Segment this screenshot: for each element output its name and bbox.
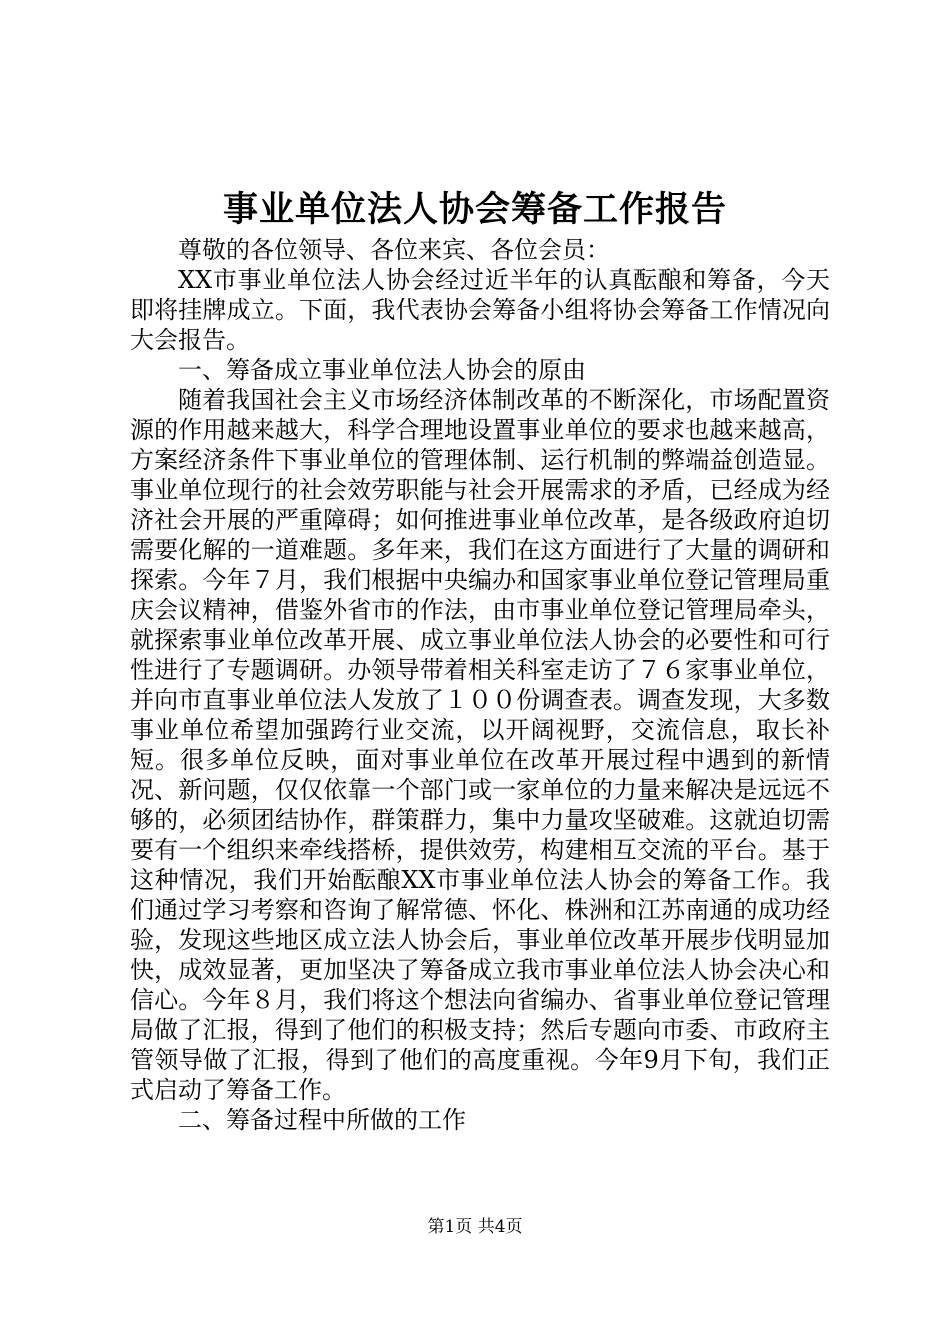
document-title: 事业单位法人协会筹备工作报告 [222, 189, 727, 230]
intro-paragraph: XX市事业单位法人协会经过近半年的认真酝酿和筹备，今天即将挂牌成立。下面，我代表协会筹备小组将协会筹备工作情况向大会报告。 [130, 266, 830, 354]
section-heading-2: 二、筹备过程中所做的工作 [178, 1106, 466, 1134]
section-heading-1: 一、筹备成立事业单位法人协会的原由 [178, 356, 586, 384]
salutation-paragraph: 尊敬的各位领导、各位来宾、各位会员： [178, 236, 610, 264]
body-paragraph: 随着我国社会主义市场经济体制改革的不断深化，市场配置资源的作用越来越大，科学合理地设置事业单位的要求也越来越高，方案经济条件下事业单位的管理体制、运行机制的弊端益创造显。事业单位现行的社会效劳职能与社会开展需求的矛盾，已经成为经济社会开展的严重障碍；如何推进事业单位改革，是各级政府迫切需要化解的一道难题。多年来，我们在这方面进行了大量的调研和探索。今年７月，我们根据中央编办和国家事业单位登记管理局重庆会议精神，借鉴外省市的作法，由市事业单位登记管理局牵头，就探索事业单位改革开展、成立事业单位法人协会的必要性和可行性进行了专题调研。办领导带着相关科室走访了７６家事业单位，并向市直事业单位法人发放了１００份调查表。调查发现，大多数事业单位希望加强跨行业交流，以开阔视野，交流信息，取长补短。很多单位反映，面对事业单位在改革开展过程中遇到的新情况、新问题，仅仅依靠一个部门或一家单位的力量来解决是远远不够的，必须团结协作，群策群力，集中力量攻坚破难。这就迫切需要有一个组织来牵线搭桥，提供效劳，构建相互交流的平台。基于这种情况，我们开始酝酿XX市事业单位法人协会的筹备工作。我们通过学习考察和咨询了解常德、怀化、株洲和江苏南通的成功经验，发现这些地区成立法人协会后，事业单位改革开展步伐明显加快，成效显著，更加坚决了筹备成立我市事业单位法人协会决心和信心。今年８月，我们将这个想法向省编办、省事业单位登记管理局做了汇报，得到了他们的积极支持；然后专题向市委、市政府主管领导做了汇报，得到了他们的高度重视。今年9月下旬，我们正式启动了筹备工作。 [130, 386, 830, 1104]
page-footer: 第1页 共4页 [427, 1217, 523, 1237]
document-body [130, 235, 830, 1135]
